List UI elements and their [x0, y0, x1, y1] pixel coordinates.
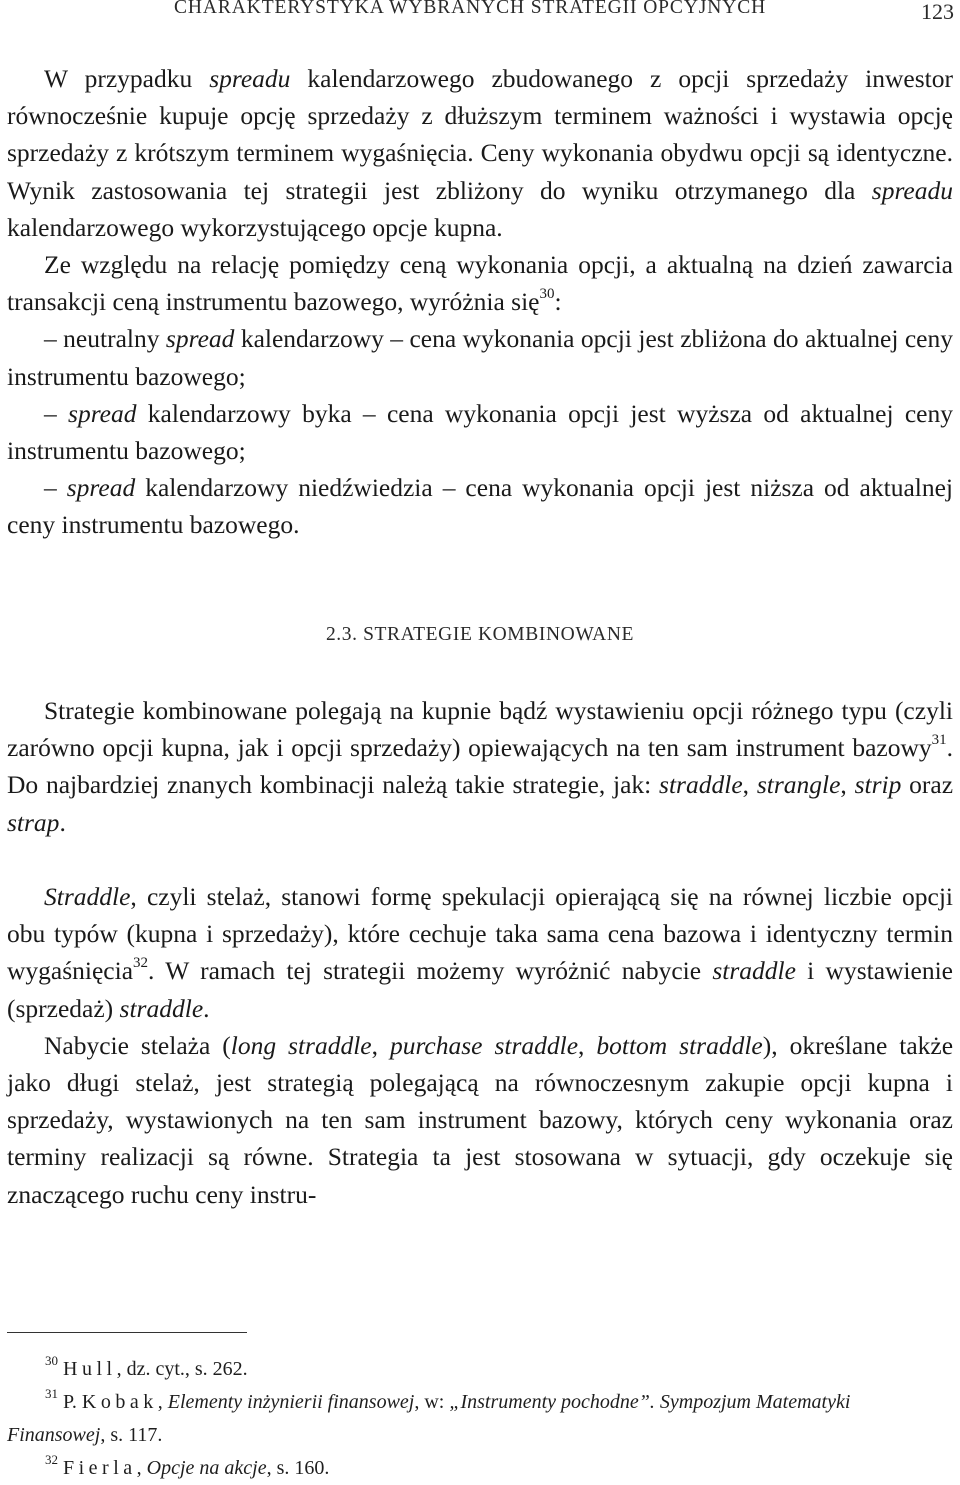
text-block-spread — [7, 60, 953, 544]
italic-term: strip — [854, 770, 902, 800]
text-run: . — [203, 993, 210, 1023]
paragraph — [7, 60, 953, 246]
footnote-title: Elementy inżynierii finansowej — [167, 1391, 415, 1413]
text-run: kalendarzowy – cena wykonania opcji jest zbliżona do aktualnej ceny instrumentu bazowego; — [7, 324, 953, 391]
footnote-number: 32 — [45, 1452, 58, 1468]
footnote-ref-32[interactable]: 32 — [133, 954, 149, 971]
italic-term: straddle — [119, 993, 204, 1023]
footnote-32 — [7, 1452, 953, 1485]
text-run: : — [554, 287, 562, 317]
footnote-ref-30[interactable]: 30 — [539, 285, 555, 302]
paragraph — [7, 878, 953, 1027]
list-item — [7, 469, 953, 543]
italic-term: spreadu — [209, 64, 291, 93]
text-run: kalendarzowy byka – cena wykonania opcji jest wyższa od aktualnej ceny instrumentu bazowego; — [7, 398, 953, 466]
text-run: , — [157, 1391, 168, 1413]
text-run: , dz. cyt., s. 262. — [116, 1358, 248, 1380]
page-number: 123 — [921, 0, 954, 24]
footnote-number: 31 — [45, 1386, 58, 1402]
italic-term: straddle — [659, 770, 743, 800]
text-run: , — [840, 770, 855, 800]
footnote-divider — [7, 1332, 247, 1333]
italic-term: strap — [7, 807, 60, 837]
text-run: Ze względu na relację pomiędzy ceną wykonania opcji, a aktualną na dzień zawarcia transakcji ceną instrumentu bazowego, wyróżnia się — [7, 250, 953, 317]
text-run: – — [44, 398, 69, 428]
paragraph — [7, 246, 953, 320]
italic-term: spread — [66, 473, 136, 503]
text-run: – neutralny — [44, 324, 166, 354]
italic-term: spread — [165, 324, 235, 354]
text-run: W przypadku — [44, 64, 210, 93]
italic-term: spreadu — [871, 175, 953, 205]
text-run: , — [742, 770, 757, 800]
text-run: P. — [63, 1391, 82, 1413]
text-run: , w: — [414, 1391, 450, 1413]
text-run: – — [44, 473, 67, 503]
italic-term: straddle — [712, 956, 796, 986]
text-run: kalendarzowy niedźwiedzia – cena wykonania opcji jest niższa od aktualnej ceny instrumentu bazowego. — [7, 473, 953, 540]
text-block-straddle — [7, 878, 953, 1213]
list-item — [7, 320, 953, 394]
text-run: , — [136, 1457, 147, 1479]
section-heading: 2.3. STRATEGIE KOMBINOWANE — [325, 624, 635, 645]
text-run: , czyli stelaż, stanowi formę spekulacji opierającą się na równej liczbie opcji obu typów (kupna i sprzedaży), które cechuje taka sama cena bazowa i identyczny termin wygaśnięcia — [7, 882, 953, 986]
text-run: oraz — [901, 770, 954, 800]
text-run: , s. 117. — [100, 1424, 163, 1446]
list-item — [7, 395, 953, 469]
italic-term: spread — [68, 398, 137, 428]
footnote-31 — [7, 1386, 953, 1452]
footnote-author: Fierla — [63, 1457, 137, 1479]
italic-term: long straddle — [230, 1030, 372, 1060]
text-run: . — [59, 807, 66, 837]
footnote-title: „Instrumenty pochodne”. Sympozjum Matematyki Finansowej — [7, 1391, 851, 1446]
footnote-number: 30 — [45, 1353, 58, 1369]
footnote-ref-31[interactable]: 31 — [931, 731, 947, 748]
footnote-author: Hull — [63, 1358, 117, 1380]
text-run: , — [578, 1030, 597, 1060]
text-run: . W ramach tej strategii możemy wyróżnić nabycie — [148, 956, 713, 986]
text-run: kalendarzowego wykorzystującego opcje kupna. — [7, 212, 503, 242]
running-title: CHARAKTERYSTYKA WYBRANYCH STRATEGII OPCYJNYCH — [174, 0, 767, 18]
italic-term: strangle — [756, 770, 841, 800]
italic-term: Straddle — [44, 882, 131, 911]
text-run: . Do najbardziej znanych kombinacji należą takie strategie, jak: — [7, 733, 953, 800]
paragraph — [7, 692, 953, 841]
footnote-30 — [7, 1353, 953, 1386]
text-run: , — [371, 1030, 390, 1060]
italic-term: purchase straddle — [389, 1030, 579, 1060]
footnotes — [7, 1353, 953, 1485]
text-run: , s. 160. — [266, 1457, 330, 1479]
text-run: Nabycie stelaża ( — [44, 1030, 231, 1060]
page-header — [0, 0, 960, 30]
text-block-combined — [7, 692, 953, 841]
paragraph — [7, 1027, 953, 1213]
text-run: kalendarzowego zbudowanego z opcji sprzedaży inwestor równocześnie kupuje opcję sprzedaży z dłuższym terminem ważności i wystawia opcję sprzedaży z krótszym terminem wygaśnięcia. Ceny wykonania obydwu opcji są identyczne. Wynik zastosowania tej strategii jest zbliżony do wyniku otrzymanego dla — [7, 64, 953, 205]
text-run: i wystawienie (sprzedaż) — [7, 956, 953, 1023]
footnote-author: Kobak — [81, 1391, 158, 1413]
footnote-title: Opcje na akcje — [146, 1457, 267, 1479]
text-run: ), określane także jako długi stelaż, jest strategią polegającą na równoczesnym zakupie opcji kupna i sprzedaży, wystawionych na ten sam instrument bazowy, których ceny wykonania oraz terminy realizacji są równe. Strategia ta jest stosowana w sytuacji, gdy oczekuje się znaczącego ruchu ceny instru- — [7, 1030, 954, 1209]
text-run: Strategie kombinowane polegają na kupnie bądź wystawieniu opcji różnego typu (czyli zarówno opcji kupna, jak i opcji sprzedaży) opiewających na ten sam instrument bazowy — [7, 696, 953, 763]
italic-term: bottom straddle — [596, 1030, 763, 1060]
